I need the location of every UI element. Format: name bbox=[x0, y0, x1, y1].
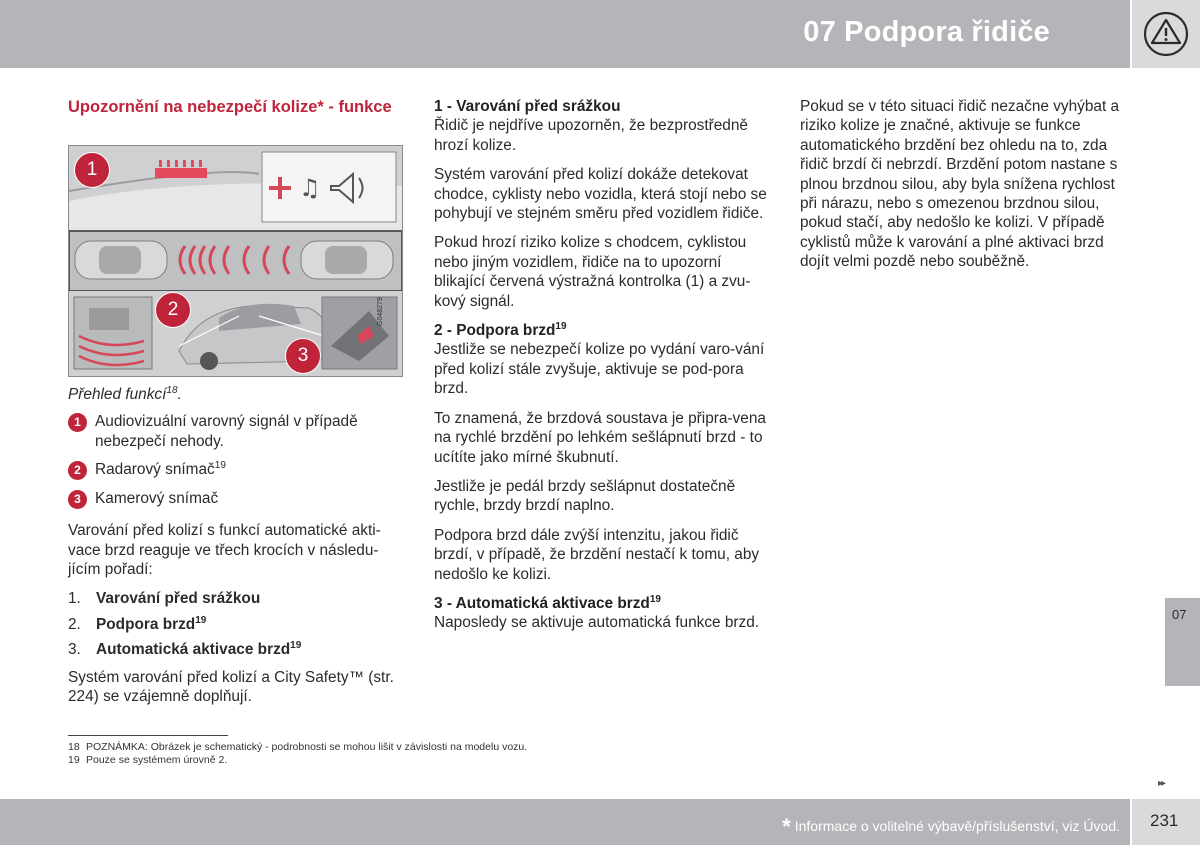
step-number: 3. bbox=[68, 641, 81, 659]
header-icon-box bbox=[1132, 0, 1200, 68]
paragraph: Naposledy se aktivuje automatická funkce brzd. bbox=[434, 614, 760, 632]
step-item bbox=[68, 640, 403, 659]
car-top-view-left bbox=[75, 241, 167, 279]
step-item bbox=[68, 589, 403, 608]
footer-note bbox=[782, 814, 1120, 840]
step-footnote-ref: 19 bbox=[195, 614, 207, 626]
step-number: 2. bbox=[68, 615, 81, 633]
caption-text: Přehled funkcí bbox=[68, 386, 167, 403]
heading-footnote-ref: 19 bbox=[649, 593, 661, 605]
header-band bbox=[0, 0, 1130, 68]
car-top-view-right bbox=[301, 241, 393, 279]
footnote-number: 18 bbox=[68, 741, 80, 753]
heading-auto-brake bbox=[434, 594, 769, 613]
footer-band bbox=[0, 799, 1130, 845]
step-number: 1. bbox=[68, 590, 81, 608]
heading-text: 2 - Podpora brzd bbox=[434, 322, 556, 340]
caption-footnote-ref: 18 bbox=[166, 384, 178, 396]
paragraph: Pokud se v této situaci řidič nezačne vyhýbat a riziko kolize je značné, aktivuje se funkce automatického brzdění bez ohledu na to, zda řidič brzdí či nebrzdí. Brzdění potom nastane s plnou brzdnou silou, aby byla snížena rychlost při nárazu, nebo s omezenou brzdnou silou, pokud stačí, aby nedošlo ke kolizi. V případě cyklistů může k varování a plné aktivaci brzd dojít velmi pozdě nebo souběžně. bbox=[800, 98, 1120, 271]
figure-illustration bbox=[69, 146, 402, 376]
right-column bbox=[800, 97, 1130, 282]
figure-caption bbox=[68, 385, 403, 404]
legend-item bbox=[68, 460, 403, 480]
step-item bbox=[68, 615, 403, 634]
chapter-tab-label: 07 bbox=[1172, 607, 1187, 622]
middle-column bbox=[434, 97, 769, 643]
heading-text: 3 - Automatická aktivace brzd bbox=[434, 594, 650, 612]
heading-brake-assist bbox=[434, 321, 769, 340]
paragraph: Podpora brzd dále zvýší intenzitu, jakou řidič brzdí, v případě, že brzdění nestačí k tomu, aby nedošlo ke kolizi. bbox=[434, 526, 760, 583]
figure-badge-3: 3 bbox=[285, 338, 321, 374]
figure-code: G048279 bbox=[377, 297, 384, 326]
asterisk-icon: * bbox=[782, 814, 791, 839]
footnote-text: Pouze se systémem úrovně 2. bbox=[86, 754, 228, 766]
footnote-text: POZNÁMKA: Obrázek je schematický - podrobnosti se mohou lišit v závislosti na modelu vozu. bbox=[86, 741, 528, 753]
intro-paragraph: Varování před kolizí s funkcí automatické akti-vace brzd reaguje ve třech krocích v následu-jícím pořadí: bbox=[68, 522, 381, 579]
footer-note-text: Informace o volitelné výbavě/příslušenství, viz Úvod. bbox=[794, 818, 1120, 834]
footnote-divider bbox=[68, 735, 228, 736]
left-column bbox=[68, 97, 403, 716]
legend-item bbox=[68, 489, 403, 509]
caption-period: . bbox=[177, 386, 182, 403]
outro-paragraph: Systém varování před kolizí a City Safety™ (str. 224) se vzájemně doplňují. bbox=[68, 668, 394, 706]
step-footnote-ref: 19 bbox=[290, 640, 302, 652]
chapter-title: 07 Podpora řidiče bbox=[803, 16, 1050, 48]
paragraph: Systém varování před kolizí dokáže detekovat chodce, cyklisty nebo vozidla, která stojí nebo se pohybují ve stejném směru před vozidlem řidiče. bbox=[434, 166, 767, 223]
legend-item bbox=[68, 412, 403, 451]
footnotes bbox=[68, 741, 527, 767]
section-title: Upozornění na nebezpečí kolize* - funkce bbox=[68, 98, 392, 116]
legend-text: Kamerový snímač bbox=[95, 490, 219, 508]
svg-text:♫: ♫ bbox=[299, 174, 321, 202]
chapter-side-tab bbox=[1165, 598, 1200, 686]
legend-number-1: 1 bbox=[68, 413, 87, 432]
page-number: 231 bbox=[1150, 811, 1179, 830]
legend-footnote-ref: 19 bbox=[214, 460, 226, 472]
figure-badge-1: 1 bbox=[74, 152, 110, 188]
legend-number-3: 3 bbox=[68, 490, 87, 509]
page-number-box bbox=[1132, 799, 1200, 845]
step-label: Podpora brzd bbox=[96, 615, 196, 633]
footnote bbox=[68, 741, 527, 754]
legend-label: Radarový snímač bbox=[95, 461, 215, 479]
footnote bbox=[68, 754, 527, 767]
legend-number-2: 2 bbox=[68, 461, 87, 480]
step-label: Automatická aktivace brzd bbox=[96, 641, 291, 659]
heading-footnote-ref: 19 bbox=[555, 320, 567, 332]
legend-text: Audiovizuální varovný signál v případě nebezpečí nehody. bbox=[95, 413, 358, 450]
paragraph: Jestliže se nebezpečí kolize po vydání varo-vání před kolizí stále zvyšuje, aktivuje se pod-pora brzd. bbox=[434, 341, 765, 398]
function-overview-figure bbox=[68, 145, 403, 377]
warning-triangle-icon bbox=[1132, 0, 1200, 68]
paragraph: To znamená, že brzdová soustava je připra-vena na rychlé brzdění po lehkém sešlápnutí brzd - to ucítíte jako mírné škubnutí. bbox=[434, 409, 766, 466]
footnote-number: 19 bbox=[68, 754, 80, 766]
paragraph: Jestliže je pedál brzdy sešlápnut dostatečně rychle, brzdy brzdí naplno. bbox=[434, 477, 736, 515]
figure-badge-2: 2 bbox=[155, 292, 191, 328]
paragraph: Pokud hrozí riziko kolize s chodcem, cyklistou nebo jiným vozidlem, řidiče na to upozorní blikající červená výstražná kontrolka (1) a zvu-kový signál. bbox=[434, 234, 751, 310]
heading-collision-warning: 1 - Varování před srážkou bbox=[434, 98, 621, 115]
legend-text bbox=[95, 460, 226, 479]
step-label: Varování před srážkou bbox=[96, 590, 261, 608]
continue-arrows-icon: ▸▸ bbox=[1158, 778, 1165, 789]
steps-list bbox=[68, 589, 403, 659]
paragraph: Řidič je nejdříve upozorněn, že bezprostředně hrozí kolize. bbox=[434, 117, 748, 154]
